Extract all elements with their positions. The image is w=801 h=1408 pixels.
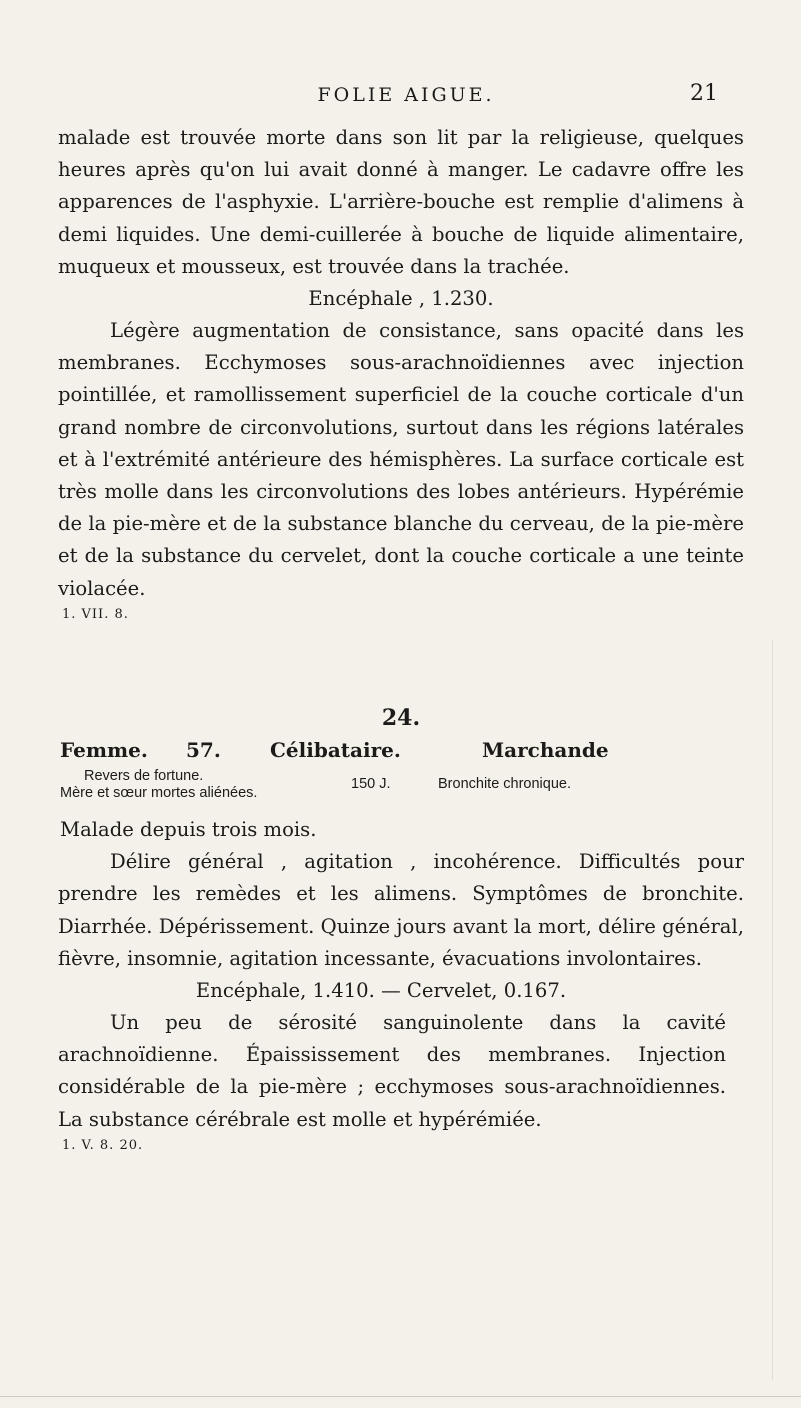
case-sex: Femme. (60, 738, 148, 762)
autopsy-paragraph: Légère augmentation de consistance, sans opacité dans les membranes. Ecchymoses sous-arachnoïdiennes avec injection pointillée, et ramollissement superficiel de la couche corticale d'un grand nombre de circonvolutions, surtout dans les régions latérales et à l'extrémité antérieure des hémisphères. La surface corticale est très molle dans les circonvolutions des lobes antérieurs. Hypérémie de la pie-mère et de la substance blanche du cerveau, de la pie-mère et de la substance du cervelet, dont la couche corticale a une teinte violacée. (58, 319, 744, 600)
brain-weight-line: Encéphale , 1.230. (308, 287, 494, 311)
cause-line-2: Mère et sœur mortes aliénées. (60, 785, 258, 801)
case-duration: 150 J. (351, 776, 391, 792)
reference-code-2: 1. V. 8. 20. (62, 1137, 144, 1153)
case-section (58, 814, 744, 1156)
running-title: FOLIE AIGUE. (317, 84, 495, 106)
case-intro-line: Malade depuis trois mois. (60, 818, 317, 841)
reference-code: 1. VII. 8. (62, 606, 129, 622)
paragraph-continuation: malade est trouvée morte dans son lit par la religieuse, quelques heures après qu'on lui avait donné à manger. Le cadavre offre les apparences de l'asphyxie. L'arrière-bouche est remplie d'alimens à demi liquides. Une demi-cuillerée à bouche de liquide alimentaire, muqueux et mousseux, est trouvée dans la trachée. (58, 126, 744, 278)
case-heading (58, 738, 744, 766)
page-edge-shadow (772, 640, 773, 1380)
case-cause (60, 768, 330, 802)
cause-line-1: Revers de fortune. (84, 768, 204, 784)
case-meta (58, 768, 744, 812)
clinical-paragraph: Délire général , agitation , incohérence. Difficultés pour prendre les remèdes et les alimens. Symptômes de bronchite. Diarrhée. Dépérissement. Quinze jours avant la mort, délire général, fièvre, insomnie, agitation incessante, évacuations involontaires. (58, 850, 744, 970)
case-profession: Marchande (482, 738, 609, 762)
page-number: 21 (690, 81, 718, 106)
page-bottom-edge (0, 1396, 801, 1397)
case-status: Célibataire. (270, 738, 401, 762)
case-age: 57. (186, 738, 221, 762)
page-header (0, 81, 801, 114)
autopsy-paragraph-2: Un peu de sérosité sanguinolente dans la cavité arachnoïdienne. Épaississement des membranes. Injection considérable de la pie-mère ; ecchymoses sous-arachnoïdiennes. La substance cérébrale est molle et hypérémiée. (58, 1011, 726, 1131)
brain-weight-line-2: Encéphale, 1.410. — Cervelet, 0.167. (195, 979, 567, 1003)
case-number: 24. (381, 705, 421, 731)
case-diagnosis: Bronchite chronique. (438, 776, 571, 792)
top-section (58, 122, 744, 625)
